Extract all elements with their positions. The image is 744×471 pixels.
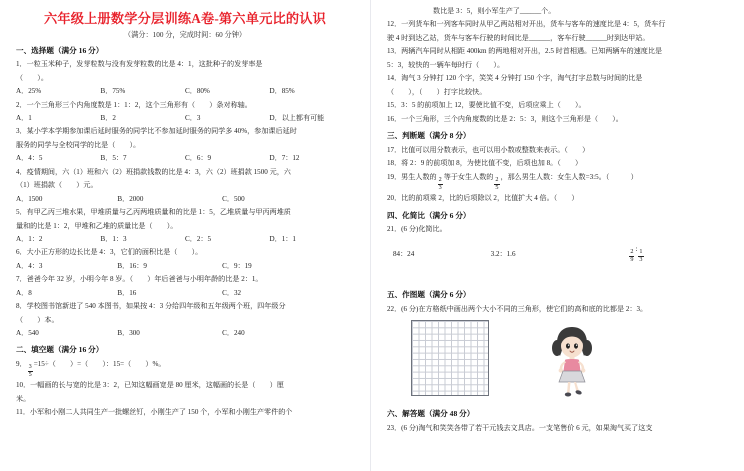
- question-5-options: [16, 234, 354, 245]
- option-b[interactable]: B．16: [117, 288, 137, 297]
- option-c[interactable]: C．32: [222, 288, 242, 297]
- option-d[interactable]: D．7：12: [269, 154, 300, 163]
- question-1-line2: （ ）。: [16, 73, 48, 82]
- question-14: 14．淘气 3 分钟打 120 个字，笑笑 4 分钟打 150 个字，淘气打字总数与时间的比是: [387, 74, 643, 83]
- question-11-cont-text: 数比是 3：5，则小军生产了______个。: [433, 7, 556, 15]
- option-a[interactable]: A．1500: [16, 194, 43, 203]
- question-10-line2: 米。: [16, 394, 31, 403]
- question-12-line2: 驶 4 时到达乙站，货车与客车行驶的时间比是______，客车行驶______时到达甲站。: [387, 33, 650, 42]
- option-d[interactable]: D．85%: [269, 87, 295, 96]
- question-20: 20．比的前项乘 2，比的后项除以 2，比值扩大 4 倍。（ ）: [387, 194, 579, 203]
- ratio-item-c: [588, 245, 726, 264]
- option-b[interactable]: B．1：3: [100, 235, 127, 244]
- fraction-numerator: 2: [495, 176, 499, 184]
- question-19-part-c: ，那么男生人数：女生人数=3:5。（ ）: [500, 172, 638, 181]
- section-heading-choice: 一、选择题（满分 16 分）: [16, 45, 104, 55]
- fraction-denominator: 3: [438, 183, 442, 191]
- question-19-part-b: 等于女生人数的: [443, 172, 494, 181]
- option-b[interactable]: B．16：9: [117, 261, 147, 270]
- page-title: 六年级上册数学分层训练A卷-第六单元比的认识: [43, 11, 327, 26]
- option-c[interactable]: C．9：19: [222, 261, 252, 270]
- question-19: [387, 172, 726, 192]
- fraction-numerator: 1: [639, 248, 643, 256]
- fraction-numerator: 2: [630, 248, 634, 256]
- question-17: 17．比值可以用分数表示，也可以用小数或整数来表示。（ ）: [387, 145, 590, 154]
- fraction-denominator: 5: [495, 183, 499, 191]
- section-heading-fill: 二、填空题（满分 16 分）: [16, 345, 104, 355]
- option-c[interactable]: C．240: [222, 328, 245, 337]
- question-16: 16．一个三角形，三个内角度数的比是 2：5：3，则这个三角形是（ ）。: [387, 114, 623, 123]
- question-11-continued: [387, 6, 726, 17]
- question-12: 12．一列货车和一列客车同时从甲乙两站相对开出，货车与客车的速度比是 4：5，货车行: [387, 20, 666, 29]
- question-2-options: [16, 113, 354, 124]
- option-c[interactable]: C．3: [185, 114, 201, 123]
- question-14-line2: （ ），（ ）打字比较快。: [387, 87, 487, 96]
- option-c[interactable]: C．80%: [185, 87, 210, 96]
- option-a[interactable]: A．8: [16, 288, 32, 297]
- question-22: 22．(6 分)在方格纸中画出两个大小不同的三角形，使它们的高和底的比都是 2：3。: [387, 304, 648, 313]
- option-b[interactable]: B．5：7: [100, 154, 127, 163]
- question-5-line2: 量和的比是 1：2，甲堆和乙堆的质量比是（ ）。: [16, 221, 178, 230]
- option-a[interactable]: A．25%: [16, 87, 42, 96]
- question-4-options: [16, 194, 354, 205]
- question-8: 8．学校图书馆新进了 540 本图书，如果按 4：3 分给四年级和五年级两个班，四年级分: [16, 302, 286, 311]
- question-8-line2: （ ）本。: [16, 315, 59, 324]
- page-left: [0, 0, 371, 471]
- option-a[interactable]: A．4：3: [16, 261, 43, 270]
- fraction-three-fifths: [28, 364, 33, 378]
- question-9-text: =15÷（ ）=（ ）：15=（ ）%。: [33, 359, 166, 368]
- option-a[interactable]: A．540: [16, 328, 39, 337]
- question-21-items: [387, 245, 726, 264]
- section-heading-judge: 三、判断题（满分 8 分）: [387, 131, 471, 141]
- fraction-one-third: [638, 249, 643, 263]
- question-3: 3．某小学本学期参加课后延时服务的同学比不参加延时服务的同学多 40%，参加课后延时: [16, 127, 297, 136]
- question-13: 13．两辆汽车同时从相距 400km 的两地相对开出，2.5 时首相遇。已知两辆车的速度比是: [387, 47, 663, 56]
- question-6: 6．大小正方形的边长比是 4：3，它们的面积比是（ ）。: [16, 248, 203, 257]
- question-6-options: [16, 261, 354, 272]
- option-a[interactable]: A．1：2: [16, 235, 43, 244]
- option-b[interactable]: B．75%: [100, 87, 126, 96]
- section-heading-simplify: 四、化简比（满分 6 分）: [387, 210, 471, 220]
- fraction-two-fifths: [494, 177, 499, 191]
- option-a[interactable]: A．4：5: [16, 154, 43, 163]
- option-b[interactable]: B．300: [117, 328, 140, 337]
- option-a[interactable]: A．1: [16, 114, 32, 123]
- question-4-line2: （1）班捐款（ ）元。: [16, 181, 98, 190]
- section-heading-solve: 六、解答题（满分 48 分）: [387, 409, 475, 419]
- question-15: 15．3：5 的前项加上 12，要使比值不变，后项应乘上（ ）。: [387, 101, 586, 110]
- ratio-colon: :: [635, 244, 638, 253]
- ratio-item-b: 3.2：1.6: [490, 249, 516, 258]
- fraction-denominator: 5: [28, 370, 32, 378]
- question-11: 11．小军和小刚二人共同生产一批螺丝钉，小刚生产了 150 个，小军和小刚生产零件的个: [16, 408, 293, 417]
- question-9: [16, 359, 354, 379]
- option-d[interactable]: D．1：1: [269, 235, 296, 244]
- question-19-part-a: 19．男生人数的: [387, 172, 437, 181]
- question-10: 10．一幅画的长与宽的比是 3：2，已知这幅画宽是 80 厘米，这幅画的长是（ ）厘: [16, 381, 284, 390]
- question-13-line2: 5：3，较快的一辆车每时行（ ）。: [387, 60, 505, 69]
- page-right: [371, 0, 742, 471]
- question-18: 18．将 2：9 的前项加 8，为使比值不变，后项也加 8。（ ）: [387, 159, 583, 168]
- option-b[interactable]: B．2: [100, 114, 116, 123]
- question-23: 23．(6 分)淘气和笑笑各带了若干元钱去文具店。一支笔售价 6 元，如果淘气买了这支: [387, 423, 653, 432]
- question-4: 4．疫情期间，六（1）班和六（2）班捐款钱数的比是 4：3，六（2）班捐款 1500 元，六: [16, 167, 291, 176]
- question-7: 7．爸爸今年 32 岁，小明今年 8 岁。（ ）年后爸爸与小明年龄的比是 2：1。: [16, 275, 263, 284]
- section-heading-draw: 五、作图题（满分 6 分）: [387, 290, 471, 300]
- question-3-line2: 服务的同学与全校同学的比是（ ）。: [16, 140, 141, 149]
- figure-area: [387, 320, 726, 403]
- ratio-item-a: 84：24: [393, 249, 415, 258]
- fraction-denominator: 9: [630, 255, 634, 263]
- cartoon-girl-illustration: [549, 324, 595, 403]
- question-1: 1．一粒玉米种子，发芽粒数与没有发芽粒数的比是 4：1，这批种子的发芽率是: [16, 60, 263, 69]
- option-d[interactable]: D．以上都有可能: [269, 114, 325, 123]
- question-2: 2．一个三角形三个内角度数是 1：1：2，这个三角形有（ ）条对称轴。: [16, 100, 252, 109]
- question-1-options: [16, 86, 354, 97]
- graph-paper-grid[interactable]: [411, 320, 489, 396]
- page-subtitle: （满分：100 分，完成时间：60 分钟）: [123, 30, 247, 39]
- fraction-numerator: 3: [28, 363, 32, 371]
- question-3-options: [16, 153, 354, 164]
- question-9-number: 9．: [16, 359, 27, 368]
- question-8-options: [16, 328, 354, 339]
- option-b[interactable]: B．2000: [117, 194, 144, 203]
- option-c[interactable]: C．500: [222, 194, 245, 203]
- question-21: 21．(6 分)化简比。: [387, 225, 447, 234]
- question-7-options: [16, 288, 354, 299]
- option-c[interactable]: C．2：5: [185, 235, 212, 244]
- fraction-numerator: 2: [438, 176, 442, 184]
- option-c[interactable]: C．6：9: [185, 154, 212, 163]
- fraction-denominator: 3: [639, 255, 643, 263]
- fraction-two-ninths: [629, 249, 634, 263]
- fraction-two-thirds: [438, 177, 443, 191]
- question-5: 5．有甲乙丙三堆水果，甲堆质量与乙丙两堆质量和的比是 1：5，乙堆质量与甲丙两堆质: [16, 208, 291, 217]
